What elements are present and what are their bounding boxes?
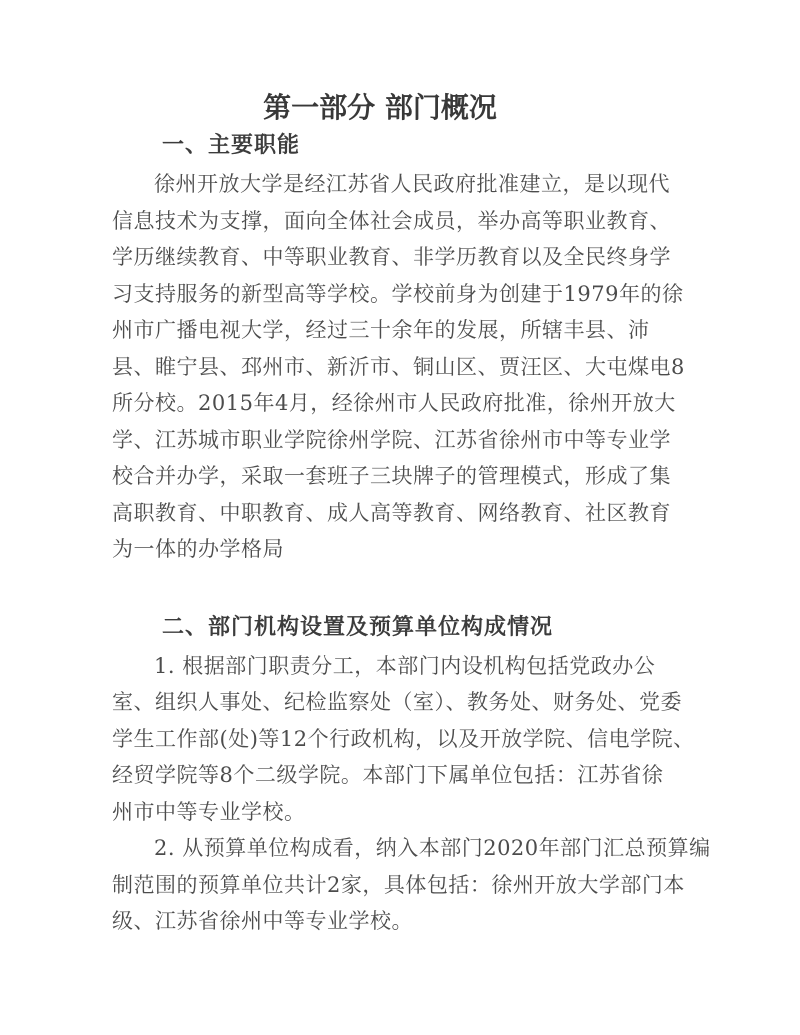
body-line: 习支持服务的新型高等学校。学校前身为创建于1979年的徐 <box>112 281 684 306</box>
body-line: 州市中等专业学校。 <box>112 799 306 824</box>
body-line: 县、睢宁县、邳州市、新沂市、铜山区、贾汪区、大屯煤电8 <box>112 354 685 379</box>
body-line: 学、江苏城市职业学院徐州学院、江苏省徐州市中等专业学 <box>112 427 671 452</box>
section1-heading: 一、主要职能 <box>162 133 301 158</box>
body-line: 1. 根据部门职责分工，本部门内设机构包括党政办公 <box>154 653 656 678</box>
body-line: 经贸学院等8个二级学院。本部门下属单位包括：江苏省徐 <box>112 763 664 787</box>
paragraph-gap <box>112 568 688 608</box>
body-line: 校合并办学，采取一套班子三块牌子的管理模式，形成了集 <box>112 464 671 488</box>
body-line: 高职教育、中职教育、成人高等教育、网络教育、社区教育 <box>112 500 671 525</box>
body-line: 制范围的预算单位共计2家，具体包括：徐州开放大学部门本 <box>112 872 685 897</box>
body-line: 级、江苏省徐州中等专业学校。 <box>112 909 413 933</box>
body-line: 徐州开放大学是经江苏省人民政府批准建立，是以现代 <box>154 172 670 196</box>
body-line: 信息技术为支撑，面向全体社会成员，举办高等职业教育、 <box>112 208 671 233</box>
body-line: 学历继续教育、中等职业教育、非学历教育以及全民终身学 <box>112 245 671 269</box>
body-line: 所分校。2015年4月，经徐州市人民政府批准，徐州开放大 <box>112 391 676 415</box>
body-line: 州市广播电视大学，经过三十余年的发展，所辖丰县、沛 <box>112 318 650 342</box>
body-line: 2. 从预算单位构成看，纳入本部门2020年部门汇总预算编 <box>154 836 711 860</box>
section2-heading: 二、部门机构设置及预算单位构成情况 <box>162 614 554 640</box>
body-line: 为一体的办学格局 <box>112 537 284 561</box>
document-title: 第一部分 部门概况 <box>263 91 497 124</box>
body-line: 学生工作部(处)等12个行政机构，以及开放学院、信电学院、 <box>112 726 695 751</box>
body-line: 室、组织人事处、纪检监察处（室）、教务处、财务处、党委 <box>112 690 682 714</box>
